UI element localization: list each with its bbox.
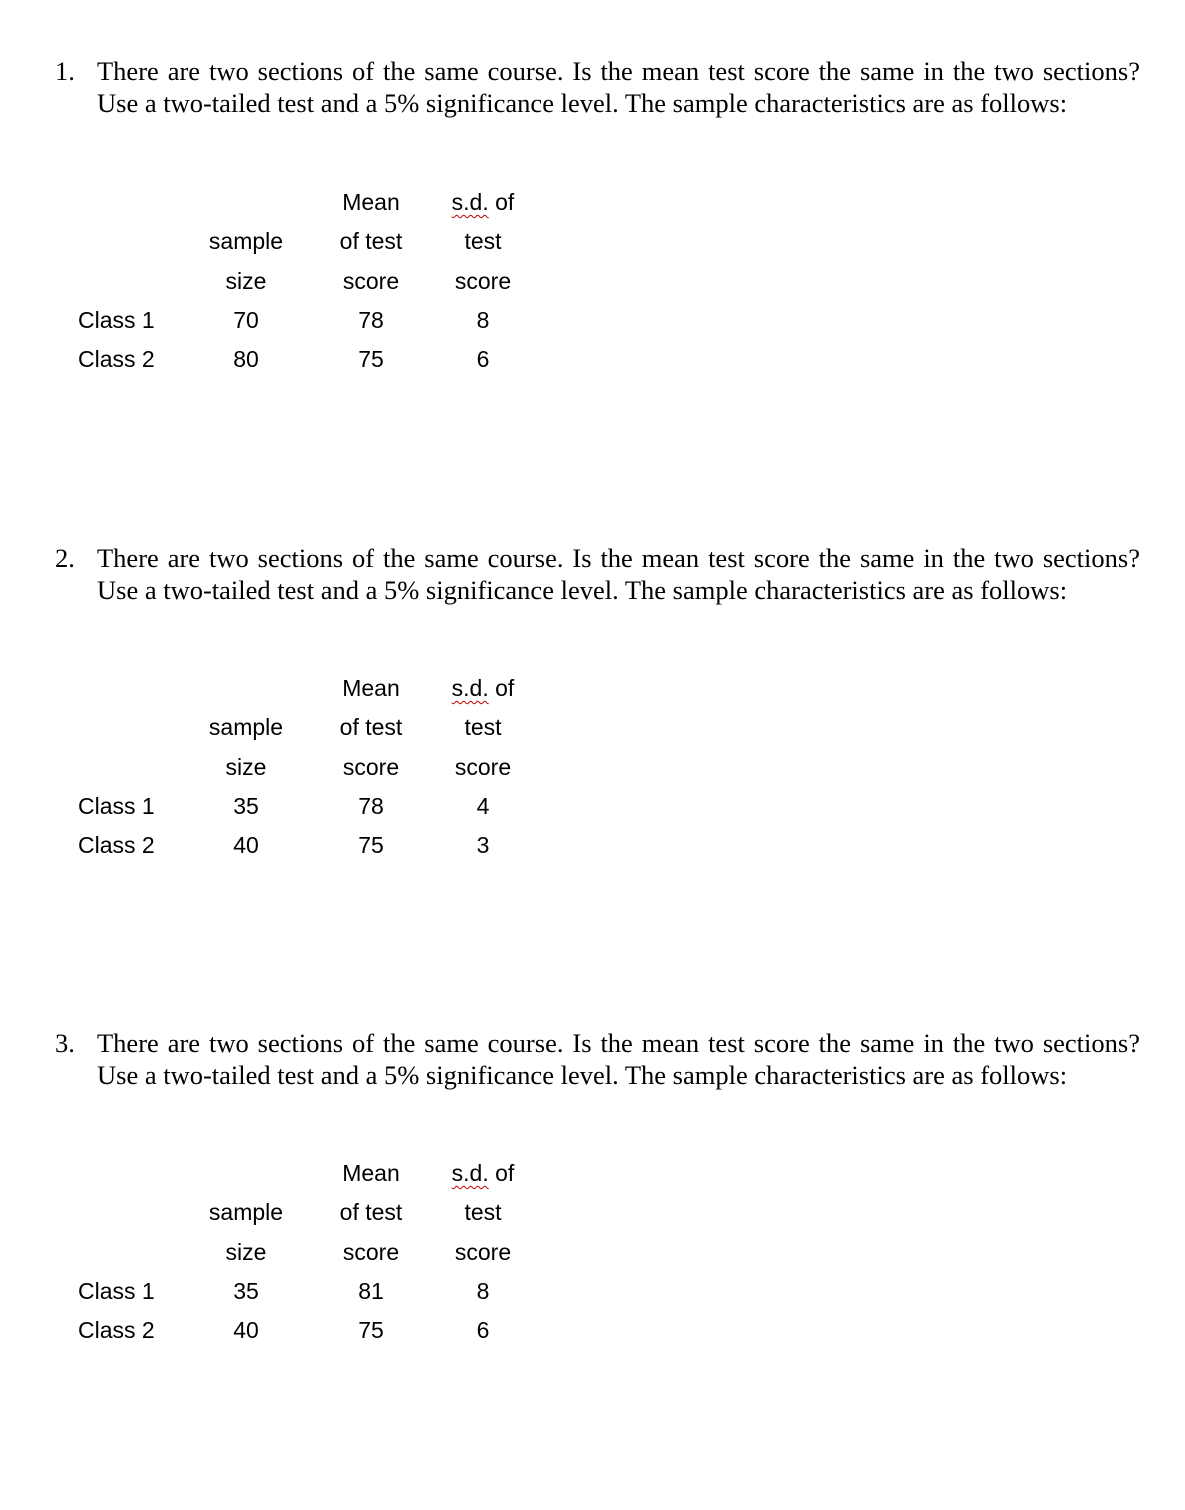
sd-score-value: 6 xyxy=(476,346,490,373)
question-body: There are two sections of the same course. Is the mean test score the same in the two sections? Use a two-tailed test and a 5% significance level. The sample characteristics are as follows: xyxy=(97,1028,1140,1091)
header-size-line-3: size xyxy=(225,753,267,780)
header-row-3 xyxy=(78,748,558,787)
header-size-line-2: sample xyxy=(208,228,284,255)
table-row xyxy=(78,1311,558,1350)
header-size-line-2: sample xyxy=(208,1199,284,1226)
question-text xyxy=(55,1027,1140,1092)
mean-score-value: 78 xyxy=(358,306,384,333)
header-sd-line-3: score xyxy=(454,1238,512,1265)
sd-score-value: 3 xyxy=(476,832,490,859)
table-row xyxy=(78,301,558,340)
header-sd-line-2: test xyxy=(464,228,502,255)
header-row-2 xyxy=(78,1193,558,1232)
header-mean-line-1: Mean xyxy=(342,189,400,215)
table-row xyxy=(78,340,558,379)
header-mean-line-3: score xyxy=(342,1238,400,1265)
row-label: Class 1 xyxy=(78,1277,155,1304)
header-row-2 xyxy=(78,708,558,747)
header-sd-line-3: score xyxy=(454,753,512,780)
question-2 xyxy=(55,542,1140,859)
sd-score-value: 8 xyxy=(476,306,490,333)
header-row-1 xyxy=(78,669,558,708)
sd-score-value: 6 xyxy=(476,1317,490,1344)
row-label: Class 2 xyxy=(78,1317,155,1344)
header-row-2 xyxy=(78,222,558,261)
header-row-1 xyxy=(78,1154,558,1193)
row-label: Class 2 xyxy=(78,346,155,373)
header-mean-line-1: Mean xyxy=(342,675,400,701)
header-size-line-3: size xyxy=(225,1238,267,1265)
sample-size-value: 35 xyxy=(233,1277,259,1304)
question-body: There are two sections of the same course. Is the mean test score the same in the two sections? Use a two-tailed test and a 5% significance level. The sample characteristics are as follows: xyxy=(97,56,1140,119)
mean-score-value: 75 xyxy=(358,1317,384,1344)
spellcheck-flagged-word: s.d. xyxy=(451,675,489,701)
header-mean-line-2: of test xyxy=(339,1199,403,1226)
header-size-line-2: sample xyxy=(208,714,284,741)
header-sd-line-1: s.d. of xyxy=(451,675,515,701)
table-row xyxy=(78,787,558,826)
sample-size-value: 35 xyxy=(233,792,259,819)
sd-score-value: 8 xyxy=(476,1277,490,1304)
question-number: 3. xyxy=(55,1028,75,1058)
header-mean-line-1: Mean xyxy=(342,1160,400,1186)
mean-score-value: 75 xyxy=(358,832,384,859)
sd-score-value: 4 xyxy=(476,792,490,819)
sample-size-value: 80 xyxy=(233,346,259,373)
header-row-3 xyxy=(78,1233,558,1272)
question-number: 1. xyxy=(55,56,75,86)
mean-score-value: 75 xyxy=(358,346,384,373)
mean-score-value: 78 xyxy=(358,792,384,819)
stats-table xyxy=(78,183,558,379)
question-text xyxy=(55,542,1140,607)
table-row xyxy=(78,826,558,865)
row-label: Class 1 xyxy=(78,792,155,819)
row-label: Class 2 xyxy=(78,832,155,859)
question-body: There are two sections of the same course. Is the mean test score the same in the two sections? Use a two-tailed test and a 5% significance level. The sample characteristics are as follows: xyxy=(97,543,1140,606)
question-3 xyxy=(55,1027,1140,1344)
row-label: Class 1 xyxy=(78,306,155,333)
spellcheck-flagged-word: s.d. xyxy=(451,1160,489,1186)
header-mean-line-2: of test xyxy=(339,714,403,741)
stats-table xyxy=(78,669,558,865)
header-size-line-3: size xyxy=(225,267,267,294)
header-mean-line-2: of test xyxy=(339,228,403,255)
question-1 xyxy=(55,55,1140,373)
header-sd-line-2: test xyxy=(464,1199,502,1226)
table-row xyxy=(78,1272,558,1311)
stats-table xyxy=(78,1154,558,1350)
header-mean-line-3: score xyxy=(342,753,400,780)
sample-size-value: 70 xyxy=(233,306,259,333)
header-row-3 xyxy=(78,262,558,301)
header-sd-line-3: score xyxy=(454,267,512,294)
header-row-1 xyxy=(78,183,558,222)
header-sd-line-1: s.d. of xyxy=(451,189,515,215)
sample-size-value: 40 xyxy=(233,1317,259,1344)
sample-size-value: 40 xyxy=(233,832,259,859)
header-sd-line-1: s.d. of xyxy=(451,1160,515,1186)
question-text xyxy=(55,55,1140,120)
header-sd-line-2: test xyxy=(464,714,502,741)
header-mean-line-3: score xyxy=(342,267,400,294)
spellcheck-flagged-word: s.d. xyxy=(451,189,489,215)
mean-score-value: 81 xyxy=(358,1277,384,1304)
cut-off-text-fragment xyxy=(178,0,268,2)
question-number: 2. xyxy=(55,543,75,573)
